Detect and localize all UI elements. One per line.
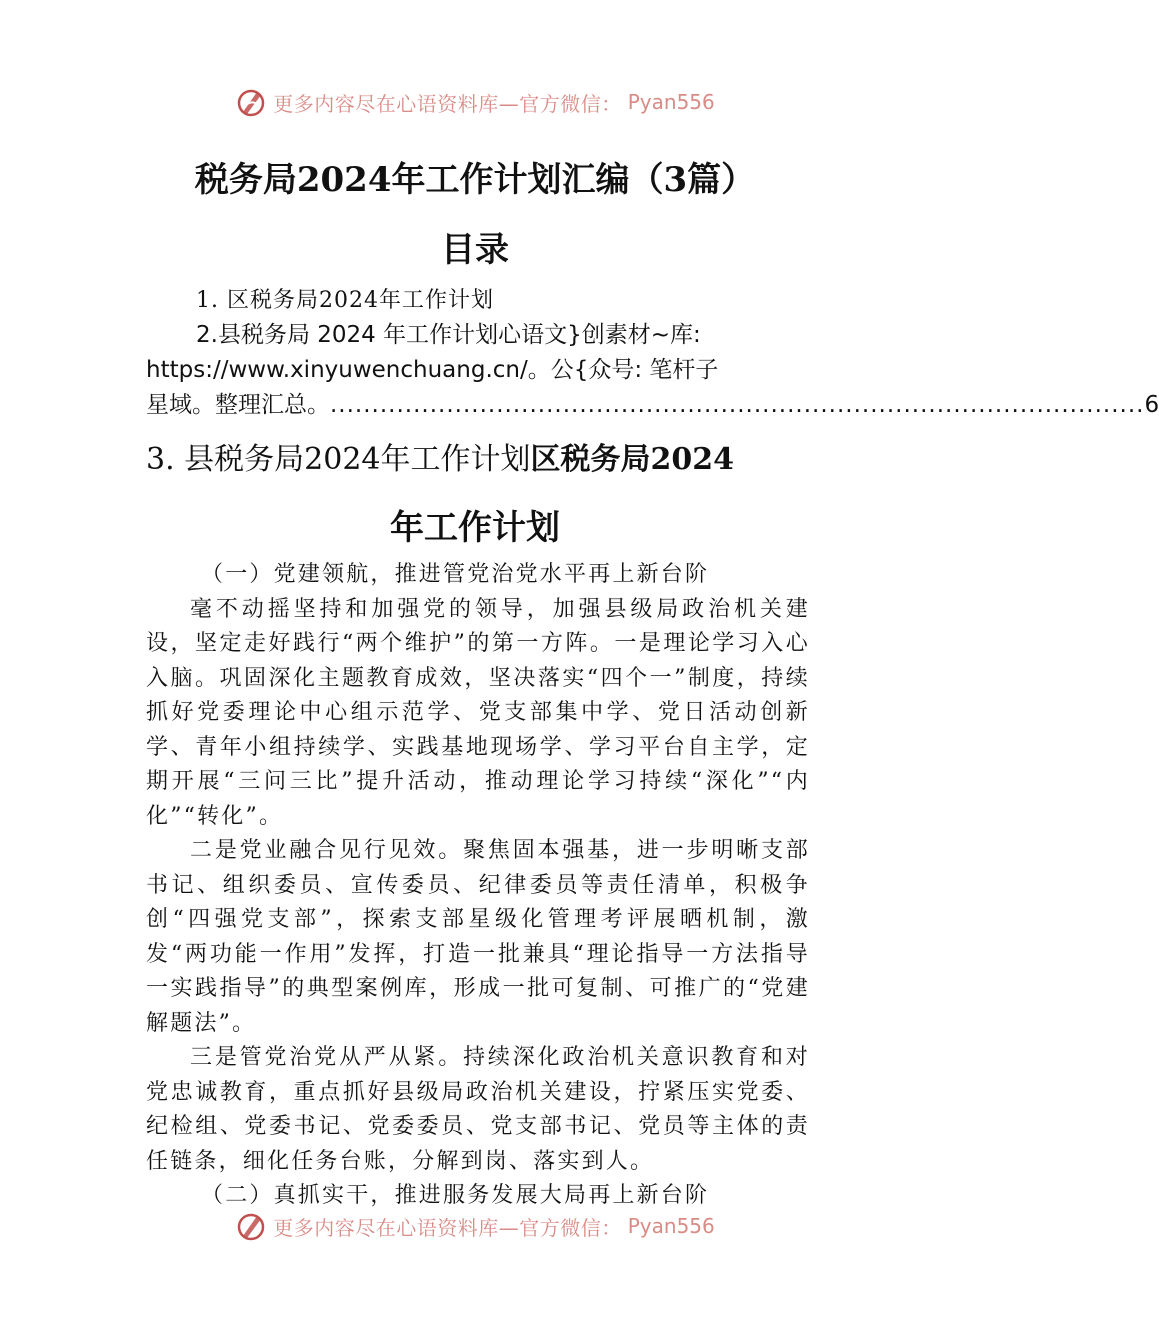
toc-item-3[interactable]: 3. 县税务局2024年工作计划 (146, 442, 531, 477)
watermark-code-bottom: Pyan556 (627, 1214, 715, 1238)
paragraph-3: 三是管党治党从严从紧。持续深化政治机关意识教育和对党忠诚教育，重点抓好县级局政治机关建设，拧紧压实党委、纪检组、党委书记、党委委员、党支部书记、党员等主体的责任链条，细化任务台账，分解到岗、落实到人。 (146, 1045, 810, 1174)
toc-heading: 目录 (441, 230, 509, 270)
toc-item-2[interactable] (146, 318, 1159, 423)
paragraph-1: 毫不动摇坚持和加强党的领导，加强县级局政治机关建设，坚定走好践行“两个维护”的第一方阵。一是理论学习入心入脑。巩固深化主题教育成效，坚决落实“四个一”制度，持续抓好党委理论中心组示范学、党支部集中学、党日活动创新学、青年小组持续学、实践基地现场学、学习平台自主学，定期开展“三问三比”提升活动，推动理论学习持续“深化”“内化”“转化”。 (146, 596, 810, 829)
quill-seal-icon-bottom (235, 1210, 267, 1242)
toc-item-2-text: 星域。整理汇总。 (146, 392, 330, 418)
toc-page-number: 6 (1144, 392, 1159, 418)
watermark-bottom (0, 1206, 950, 1240)
subheading-1: （一）党建领航，推进管党治党水平再上新台阶 (201, 562, 710, 587)
toc-item-1[interactable]: 1. 区税务局2024年工作计划 (196, 288, 494, 313)
toc-item-3-line (146, 434, 808, 478)
watermark-code: Pyan556 (627, 90, 715, 114)
watermark-text-bottom: 更多内容尽在心语资料库—官方微信： (273, 1215, 622, 1240)
document-body (146, 558, 810, 1214)
toc-item-2-line-2: https://www.xinyuwenchuang.cn/。公{众号: 笔杆子 (146, 357, 719, 383)
toc-leader-dots: .................................................................................................. (330, 392, 1145, 418)
paragraph-2: 二是党业融合见行见效。聚焦固本强基，进一步明晰支部书记、组织委员、宣传委员、纪律委员等责任清单，积极争创“四强党支部”，探索支部星级化管理考评展晒机制，激发“两功能一作用”发挥，打造一批兼具“理论指导一方法指导一实践指导”的典型案例库，形成一批可复制、可推广的“党建解题法”。 (146, 838, 810, 1036)
watermark-top (0, 82, 950, 122)
toc-item-2-line-1: 2.县税务局 2024 年工作计划心语文}创素材~库: (196, 322, 701, 348)
subheading-2: （二）真抓实干，推进服务发展大局再上新台阶 (201, 1183, 710, 1208)
section-title-part1: 区税务局2024 (530, 442, 735, 477)
quill-seal-icon (235, 86, 267, 118)
watermark-text: 更多内容尽在心语资料库—官方微信： (273, 91, 622, 116)
toc-item-2-line-3 (146, 388, 1159, 423)
document-title: 税务局2024年工作计划汇编（3篇） (194, 160, 756, 200)
section-title-part2: 年工作计划 (390, 508, 560, 548)
